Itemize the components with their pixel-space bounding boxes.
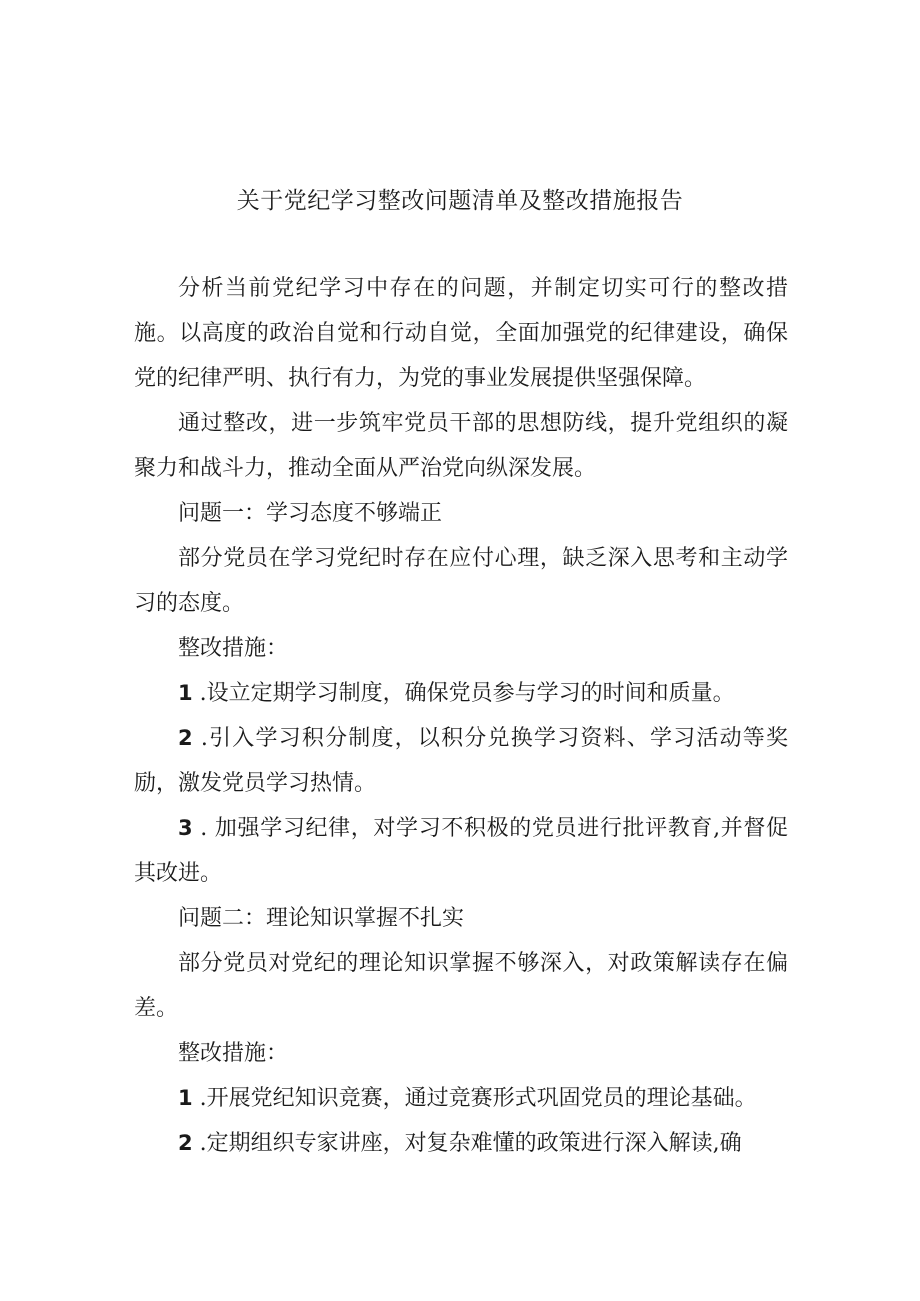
item-text: 加强学习纪律，对学习不积极的党员进行批评教育,并督促其改进。 (134, 816, 789, 886)
body-paragraph: 部分党员对党纪的理论知识掌握不够深入，对政策解读存在偏差。 (134, 951, 788, 1021)
document-title: 关于党纪学习整改问题清单及整改措施报告 (236, 188, 684, 214)
item-number: 2 (178, 1131, 193, 1155)
item-text: 开展党纪知识竞赛，通过竞赛形式巩固党员的理论基础。 (206, 1086, 757, 1111)
measure-item (134, 716, 788, 806)
item-separator: . (192, 1086, 207, 1111)
item-separator: . (192, 816, 215, 841)
item-number: 1 (178, 1086, 193, 1110)
measure-item (134, 1076, 788, 1121)
item-number: 3 (178, 816, 193, 840)
measure-item (134, 1121, 788, 1166)
item-number: 1 (178, 681, 193, 705)
item-number: 2 (178, 726, 193, 750)
body-paragraph: 通过整改，进一步筑牢党员干部的思想防线，提升党组织的凝聚力和战斗力，推动全面从严治党向纵深发展。 (134, 411, 788, 481)
item-text: 设立定期学习制度，确保党员参与学习的时间和质量。 (206, 681, 735, 706)
item-separator: . (192, 1131, 207, 1156)
body-paragraph: 整改措施： (178, 636, 289, 661)
body-paragraph: 问题二：理论知识掌握不扎实 (178, 906, 465, 931)
document-body (134, 266, 788, 1166)
body-paragraph: 整改措施： (178, 1041, 289, 1066)
body-paragraph: 分析当前党纪学习中存在的问题，并制定切实可行的整改措施。以高度的政治自觉和行动自觉，全面加强党的纪律建设，确保党的纪律严明、执行有力，为党的事业发展提供坚强保障。 (134, 276, 788, 391)
item-text: 定期组织专家讲座，对复杂难懂的政策进行深入解读,确 (206, 1131, 742, 1156)
body-paragraph: 问题一：学习态度不够端正 (178, 501, 443, 526)
item-text: 引入学习积分制度，以积分兑换学习资料、学习活动等奖励，激发党员学习热情。 (134, 726, 788, 796)
measure-item (134, 806, 788, 896)
body-paragraph: 部分党员在学习党纪时存在应付心理，缺乏深入思考和主动学习的态度。 (134, 546, 788, 616)
item-separator: . (192, 681, 207, 706)
measure-item (134, 671, 788, 716)
item-separator: . (192, 726, 208, 751)
